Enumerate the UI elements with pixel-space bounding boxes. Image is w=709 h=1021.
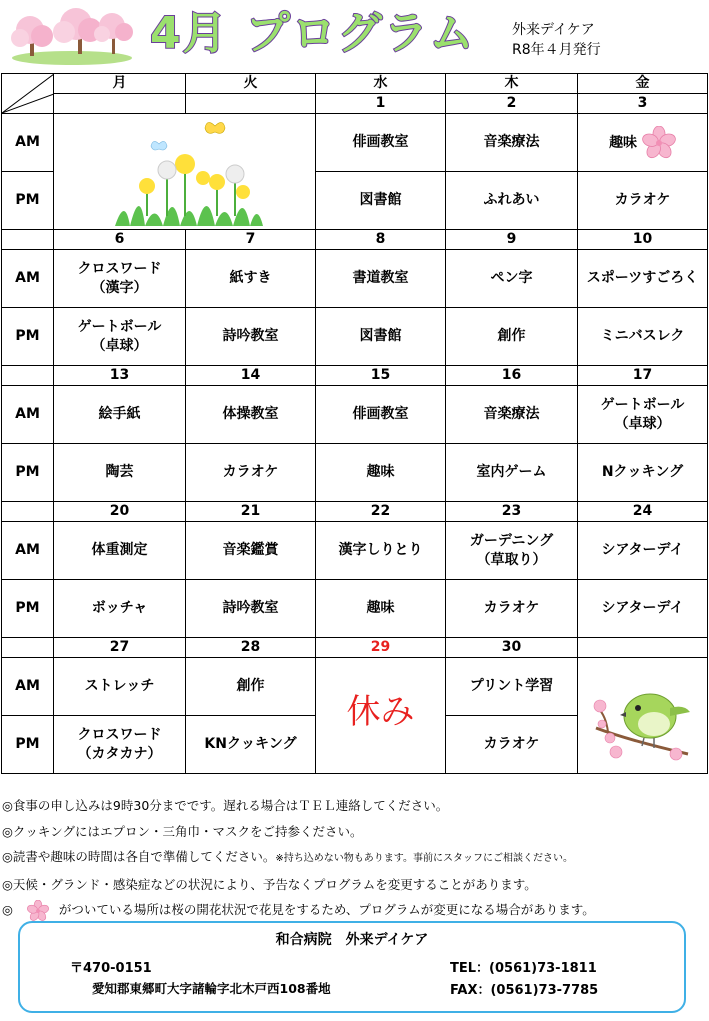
page-header <box>0 0 709 72</box>
program-cell: 俳画教室 <box>316 386 446 444</box>
program-sublabel: （卓球） <box>614 415 671 432</box>
program-cell: ペン字 <box>446 250 578 308</box>
date-cell: 8 <box>316 230 446 250</box>
program-cell: 絵手紙 <box>54 386 186 444</box>
week5-am-row <box>2 658 708 716</box>
date-label-cell <box>2 638 54 658</box>
note-reading <box>2 844 708 872</box>
date-cell <box>54 94 186 114</box>
program-cell: 図書館 <box>316 172 446 230</box>
holiday-label: 休み <box>346 691 415 732</box>
program-label: クロスワード <box>77 726 162 743</box>
program-cell: シアターデイ <box>578 580 708 638</box>
program-cell: ふれあい <box>446 172 578 230</box>
holiday-cell <box>316 658 446 774</box>
am-label: AM <box>2 522 54 580</box>
date-label-cell <box>2 502 54 522</box>
week5-date-row <box>2 638 708 658</box>
date-cell: 6 <box>54 230 186 250</box>
date-label-cell <box>2 366 54 386</box>
date-cell: 13 <box>54 366 186 386</box>
note-reading-small: ※持ち込めない物もあります。事前にスタッフにご相談ください。 <box>275 853 574 864</box>
corner-diagonal <box>2 74 54 113</box>
am-label: AM <box>2 250 54 308</box>
date-cell: 28 <box>186 638 316 658</box>
program-cell: 図書館 <box>316 308 446 366</box>
week3-date-row <box>2 366 708 386</box>
fax: FAX：(0561)73-7785 <box>450 983 599 998</box>
date-label-cell <box>2 230 54 250</box>
program-sublabel: （草取り） <box>476 551 547 568</box>
date-cell <box>578 638 708 658</box>
program-cell: ミニバスレク <box>578 308 708 366</box>
program-sublabel: （卓球） <box>91 337 148 354</box>
week1-date-row <box>2 94 708 114</box>
date-cell <box>186 94 316 114</box>
dandelion-flowers-icon <box>85 116 285 228</box>
week3-pm-row <box>2 444 708 502</box>
weekday-wed: 水 <box>316 74 446 94</box>
date-cell: 1 <box>316 94 446 114</box>
program-cell: 漢字しりとり <box>316 522 446 580</box>
program-cell: 音楽療法 <box>446 114 578 172</box>
date-cell: 15 <box>316 366 446 386</box>
program-sublabel: （漢字） <box>91 279 148 296</box>
week3-am-row <box>2 386 708 444</box>
week4-date-row <box>2 502 708 522</box>
am-label: AM <box>2 386 54 444</box>
program-cell: 体操教室 <box>186 386 316 444</box>
dept-name: 外来デイケア <box>512 22 595 38</box>
week2-am-row <box>2 250 708 308</box>
program-cell: Nクッキング <box>578 444 708 502</box>
postal-code: 〒470-0151 <box>70 961 152 976</box>
program-cell: 音楽療法 <box>446 386 578 444</box>
program-cell: 詩吟教室 <box>186 308 316 366</box>
sakura-icon <box>27 900 49 922</box>
program-cell: KNクッキング <box>186 716 316 774</box>
dandelion-illustration-cell <box>54 114 316 230</box>
week4-am-row <box>2 522 708 580</box>
program-cell: 俳画教室 <box>316 114 446 172</box>
weekday-mon: 月 <box>54 74 186 94</box>
holiday-date-cell: 29 <box>316 638 446 658</box>
note-sakura-text: がついている場所は桜の開花状況で花見をするため、プログラムが変更になる場合があります。 <box>58 902 595 917</box>
program-cell: カラオケ <box>186 444 316 502</box>
pm-label: PM <box>2 580 54 638</box>
contact-box <box>18 921 686 1013</box>
am-label: AM <box>2 658 54 716</box>
facility-name: 和合病院 外来デイケア <box>275 932 429 948</box>
date-cell: 3 <box>578 94 708 114</box>
program-cell: 室内ゲーム <box>446 444 578 502</box>
page-title: 4月 プログラム <box>150 8 476 59</box>
cherry-tree-icon <box>8 4 136 66</box>
program-cell: 創作 <box>186 658 316 716</box>
program-label: クロスワード <box>77 260 162 277</box>
issue-date: R8年４月発行 <box>512 42 601 58</box>
pm-label: PM <box>2 716 54 774</box>
bird-illustration-cell <box>578 658 708 774</box>
program-cell: カラオケ <box>446 580 578 638</box>
note-sakura <box>2 897 708 923</box>
date-cell: 20 <box>54 502 186 522</box>
program-cell: 詩吟教室 <box>186 580 316 638</box>
weekday-thu: 木 <box>446 74 578 94</box>
pm-label: PM <box>2 172 54 230</box>
program-cell: スポーツすごろく <box>578 250 708 308</box>
program-label: ゲートボール <box>77 318 162 335</box>
note-reading-text: ◎読書や趣味の時間は各自で準備してください。 <box>2 849 276 864</box>
program-calendar <box>1 73 708 774</box>
program-cell: カラオケ <box>446 716 578 774</box>
program-cell: 書道教室 <box>316 250 446 308</box>
date-cell: 17 <box>578 366 708 386</box>
date-cell: 9 <box>446 230 578 250</box>
note-meal: ◎食事の申し込みは9時30分までです。遅れる場合はＴＥＬ連絡してください。 <box>2 798 449 813</box>
date-cell: 2 <box>446 94 578 114</box>
program-label: 趣味 <box>609 134 638 151</box>
program-cell: カラオケ <box>578 172 708 230</box>
date-cell: 14 <box>186 366 316 386</box>
program-cell: 体重測定 <box>54 522 186 580</box>
pm-label: PM <box>2 308 54 366</box>
notes-section <box>2 793 708 923</box>
program-label: ゲートボール <box>600 396 685 413</box>
sakura-icon <box>642 126 676 160</box>
date-cell: 21 <box>186 502 316 522</box>
program-cell: 趣味 <box>316 444 446 502</box>
program-cell: ボッチャ <box>54 580 186 638</box>
date-cell: 24 <box>578 502 708 522</box>
program-cell: 紙すき <box>186 250 316 308</box>
week4-pm-row <box>2 580 708 638</box>
issuer-info <box>512 20 601 60</box>
weekday-row <box>2 74 708 94</box>
program-cell <box>54 716 186 774</box>
date-cell: 27 <box>54 638 186 658</box>
weekday-fri: 金 <box>578 74 708 94</box>
program-cell: ストレッチ <box>54 658 186 716</box>
program-cell: シアターデイ <box>578 522 708 580</box>
note-weather: ◎天候・グランド・感染症などの状況により、予告なくプログラムを変更することがあります。 <box>2 876 537 892</box>
week2-pm-row <box>2 308 708 366</box>
program-cell <box>578 386 708 444</box>
program-cell: 音楽鑑賞 <box>186 522 316 580</box>
date-cell: 7 <box>186 230 316 250</box>
corner-cell <box>2 74 54 114</box>
program-cell: 趣味 <box>316 580 446 638</box>
pm-label: PM <box>2 444 54 502</box>
program-cell: 創作 <box>446 308 578 366</box>
date-cell: 10 <box>578 230 708 250</box>
program-cell <box>446 522 578 580</box>
bird-on-branch-icon <box>588 668 698 764</box>
program-sublabel: （カタカナ） <box>77 745 162 762</box>
program-cell: 陶芸 <box>54 444 186 502</box>
am-label: AM <box>2 114 54 172</box>
telephone: TEL：(0561)73-1811 <box>450 961 597 976</box>
note-cooking: ◎クッキングにはエプロン・三角巾・マスクをご持参ください。 <box>2 823 363 839</box>
note-bullet: ◎ <box>2 902 13 917</box>
program-cell <box>578 114 708 172</box>
week2-date-row <box>2 230 708 250</box>
program-label: ガーデニング <box>469 532 554 549</box>
date-cell: 30 <box>446 638 578 658</box>
date-cell: 23 <box>446 502 578 522</box>
program-cell <box>54 250 186 308</box>
address: 愛知郡東郷町大字諸輪字北木戸西108番地 <box>92 981 331 996</box>
program-cell: プリント学習 <box>446 658 578 716</box>
week1-am-row <box>2 114 708 172</box>
program-cell <box>54 308 186 366</box>
date-cell: 16 <box>446 366 578 386</box>
date-cell: 22 <box>316 502 446 522</box>
weekday-tue: 火 <box>186 74 316 94</box>
